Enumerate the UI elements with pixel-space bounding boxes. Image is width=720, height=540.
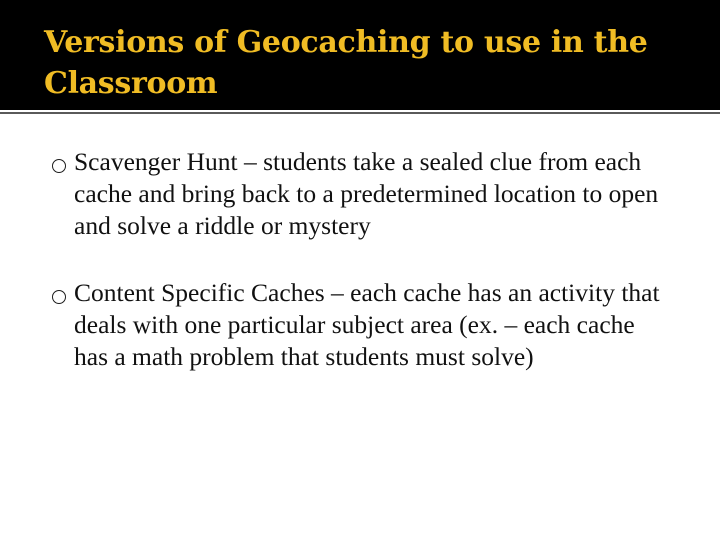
list-item: [52, 277, 672, 373]
hollow-circle-bullet-icon: [52, 290, 66, 304]
hollow-circle-bullet-icon: [52, 159, 66, 173]
bullet-text-content-specific-caches: Content Specific Caches – each cache has an activity that deals with one particular subject area (ex. – each cache has a math problem that students must solve): [74, 278, 660, 371]
list-item: [52, 146, 672, 242]
slide-title: Versions of Geocaching to use in the Classroom: [44, 25, 648, 101]
bullet-text-scavenger-hunt: Scavenger Hunt – students take a sealed clue from each cache and bring back to a predetermined location to open and solve a riddle or mystery: [74, 147, 659, 240]
title-divider: [0, 112, 720, 114]
bullet-list: [52, 146, 672, 408]
